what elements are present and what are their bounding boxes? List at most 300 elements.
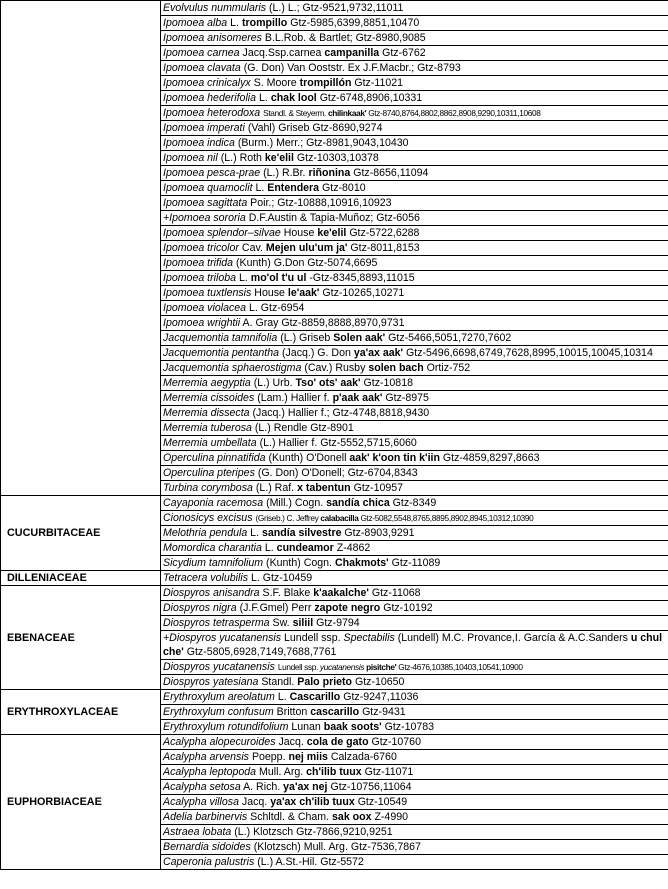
common-name: Entendera <box>267 182 320 194</box>
common-name: ch'ilib tuux <box>306 766 362 778</box>
species-entry-cell <box>161 256 668 271</box>
species-name: Diospyros tetrasperma <box>163 617 270 629</box>
common-name: sandía silvestre <box>261 527 342 539</box>
table-row <box>1 571 668 586</box>
species-name: Ipomoea trifida <box>163 257 234 269</box>
species-name: Jacquemontia tamnifolia <box>163 332 278 344</box>
authority: Lundell ssp. <box>284 632 341 644</box>
collection-code: Gtz-5985,6399,8851,10470 <box>290 17 420 29</box>
authority: (J.F.Gmel) Perr <box>239 602 312 614</box>
species-name: Evolvulus nummularis <box>163 2 267 14</box>
species-name: Ipomoea tuxtlensis <box>163 287 252 299</box>
collection-code: Gtz-10549 <box>357 796 408 808</box>
collection-code: Gtz-6748,8906,10331 <box>319 92 423 104</box>
collection-code: Gtz-6762 <box>382 47 426 59</box>
authority: Jacq. <box>241 796 268 808</box>
species-name: Erythroxylum areolatum <box>163 691 275 703</box>
species-entry-cell <box>161 511 668 526</box>
authority: (L.) Urb. <box>253 377 293 389</box>
species-name: Acalypha alopecuroides <box>163 736 276 748</box>
species-name: Diospyros yatesiana <box>163 676 259 688</box>
species-name: Diospyros nigra <box>163 602 237 614</box>
species-details <box>278 691 419 703</box>
common-name: aak' k'oon tin k'iin <box>349 452 440 464</box>
species-name: Ipomoea violacea <box>163 302 247 314</box>
species-details <box>249 212 420 224</box>
common-name: calabacilla <box>320 513 359 523</box>
species-details <box>265 32 426 44</box>
species-entry-cell <box>161 601 668 616</box>
authority: (G. Don) Van Ooststr. Ex J.F.Macbr.; Gtz-8793 <box>243 62 461 74</box>
species-name: Ipomoea crinicalyx <box>163 77 251 89</box>
common-name: cundeamor <box>276 542 334 554</box>
species-details <box>260 437 417 449</box>
common-name: zapote negro <box>314 602 381 614</box>
common-name: Palo prieto <box>297 676 353 688</box>
species-name: Merremia cissoides <box>163 392 255 404</box>
species-name: Turbina corymbosa <box>163 482 253 494</box>
species-details <box>265 542 370 554</box>
collection-code: Gtz-8975 <box>385 392 429 404</box>
species-name: Cayaponia racemosa <box>163 497 264 509</box>
species-entry-cell <box>161 406 668 421</box>
authority: House <box>254 287 285 299</box>
species-entry-cell <box>161 571 668 586</box>
species-name: +Diospyros yucatanensis <box>163 632 282 644</box>
species-entry-cell <box>161 301 668 316</box>
species-name: Erythroxylum confusum <box>163 706 274 718</box>
species-name: Caperonia palustris <box>163 856 255 868</box>
species-entry-cell <box>161 556 668 571</box>
species-details <box>284 227 420 239</box>
common-name: sandía chica <box>326 497 390 509</box>
species-entry-cell <box>161 31 668 46</box>
collection-code: Z-4862 <box>336 542 371 554</box>
table-row <box>1 735 668 750</box>
collection-code: Ortiz-752 <box>426 362 471 374</box>
collection-code: Gtz-8903,9291 <box>344 527 415 539</box>
family-name-cell: EUPHORBIACEAE <box>1 735 161 870</box>
species-details <box>254 287 404 299</box>
species-details <box>239 272 415 284</box>
authority: (L.) Griseb <box>280 332 331 344</box>
species-entry-cell <box>161 136 668 151</box>
species-details <box>291 721 434 733</box>
common-name: Tso' ots' aak' <box>295 377 361 389</box>
species-entry-cell <box>161 660 668 675</box>
species-entry-cell <box>161 675 668 690</box>
species-details <box>251 572 312 584</box>
species-details <box>304 362 470 374</box>
authority: Poir.; Gtz-10888,10916,10923 <box>250 197 392 209</box>
collection-code: Gtz-8740,8764,8802,8862,8908,9290,10311,10608 <box>368 108 541 118</box>
species-details <box>244 62 461 74</box>
species-details <box>236 257 377 269</box>
authority: (G. Don) O'Donell; Gtz-6704,8343 <box>257 467 418 479</box>
species-name: Bernardia sidoides <box>163 841 251 853</box>
common-name: ya'ax ch'ilib tuux <box>270 796 355 808</box>
authority: L. <box>264 542 274 554</box>
species-details <box>254 77 403 89</box>
common-name: x tabentun <box>297 482 351 494</box>
common-name: chilinkaak' <box>327 108 367 118</box>
collection-code: Gtz-11068 <box>371 587 421 599</box>
species-entry-cell <box>161 271 668 286</box>
species-entry-cell <box>161 780 668 795</box>
species-details <box>261 676 404 688</box>
common-name: trompillón <box>299 77 352 89</box>
authority: House <box>283 227 315 239</box>
authority: S. Moore <box>253 77 297 89</box>
collection-code: Gtz-5805,6928,7149,7688,7761 <box>186 646 337 658</box>
species-entry-cell <box>161 466 668 481</box>
species-name: Ipomoea clavata <box>163 62 241 74</box>
species-name: Acalypha villosa <box>163 796 239 808</box>
species-details <box>254 841 421 853</box>
authority: L. <box>230 17 239 29</box>
species-name: Merremia umbellata <box>163 437 257 449</box>
species-entry-cell <box>161 481 668 496</box>
species-entry-cell <box>161 76 668 91</box>
species-details <box>248 122 383 134</box>
collection-code: Gtz-8011,8153 <box>350 242 420 254</box>
species-name: Cionosicys excisus <box>163 512 253 524</box>
authority: Jacq.Ssp.carnea <box>242 47 322 59</box>
common-name: ke'elil <box>317 227 347 239</box>
authority: (L.) Hallier f. Gtz-5552,5715,6060 <box>259 437 417 449</box>
species-name: Ipomoea splendor–silvae <box>163 227 281 239</box>
common-name: u chul che' <box>163 632 663 658</box>
species-details <box>258 467 418 479</box>
common-name: cola de gato <box>306 736 369 748</box>
authority: (Kunth) Cogn. <box>266 557 332 569</box>
species-details <box>240 602 433 614</box>
collection-code: Gtz-4676,10385,10403,10541,10900 <box>398 662 523 672</box>
species-details <box>277 706 406 718</box>
species-name: Diospyros anisandra <box>163 587 260 599</box>
collection-code: Gtz-8349 <box>392 497 437 509</box>
species-name: Ipomoea imperati <box>163 122 245 134</box>
species-details <box>253 407 430 419</box>
collection-code: Z-4990 <box>374 811 409 823</box>
species-name: Ipomoea nil <box>163 152 218 164</box>
species-details <box>257 856 364 868</box>
species-details <box>256 482 403 494</box>
authority: A. Gray Gtz-8859,8888,8970,9731 <box>242 317 405 329</box>
species-details <box>230 17 419 29</box>
collection-code: Gtz-9247,11036 <box>343 691 419 703</box>
authority: (Kunth) O'Donell <box>268 452 347 464</box>
authority: Britton <box>276 706 308 718</box>
species-details <box>243 317 405 329</box>
species-details <box>255 182 365 194</box>
authority: (Jacq.) G. Don <box>281 347 351 359</box>
species-entry-cell <box>161 316 668 331</box>
authority: B.L.Rob. & Bartlet; Gtz-8980,9085 <box>264 32 426 44</box>
common-name: p'aak aak' <box>332 392 383 404</box>
common-name: riñonina <box>308 167 351 179</box>
authority: (Burm.) Merr.; Gtz-8981,9043,10430 <box>237 137 409 149</box>
common-name: ke'elil <box>264 152 294 164</box>
authority: Schltdl. & Cham. <box>250 811 330 823</box>
species-entry-cell <box>161 705 668 720</box>
common-name: Mejen ulu'um ja' <box>265 242 348 254</box>
species-entry-cell <box>161 286 668 301</box>
species-entry-cell <box>161 196 668 211</box>
species-name: Ipomoea carnea <box>163 47 240 59</box>
species-entry-cell <box>161 840 668 855</box>
authority: (L.) A.St.-Hil. Gtz-5572 <box>257 856 364 868</box>
collection-code: Gtz-11071 <box>364 766 414 778</box>
collection-code: Gtz-10957 <box>353 482 404 494</box>
species-details <box>259 766 413 778</box>
species-name: Diospyros yucatanensis <box>163 661 275 673</box>
species-details <box>234 826 392 838</box>
authority: Cav. <box>241 242 263 254</box>
species-entry-cell <box>161 421 668 436</box>
species-entry-cell <box>161 586 668 601</box>
species-name: +Ipomoea sororia <box>163 212 246 224</box>
species-name: Ipomoea alba <box>163 17 228 29</box>
species-name: Merremia tuberosa <box>163 422 252 434</box>
species-entry-cell <box>161 451 668 466</box>
species-details <box>238 137 409 149</box>
authority: S.F. Blake <box>262 587 311 599</box>
collection-code: Gtz-5722,6288 <box>349 227 420 239</box>
species-details <box>266 557 440 569</box>
table-row <box>1 496 668 511</box>
species-name: Astraea lobata <box>163 826 232 838</box>
common-name: Solen aak' <box>333 332 386 344</box>
table-row <box>1 1 668 16</box>
family-name-cell: EBENACEAE <box>1 586 161 690</box>
species-details <box>243 781 411 793</box>
authority: (L.) L.; Gtz-9521,9732,11011 <box>268 2 404 14</box>
species-details <box>280 332 511 344</box>
species-name: Acalypha setosa <box>163 781 241 793</box>
table-row <box>1 690 668 705</box>
common-name: chak lool <box>270 92 317 104</box>
authority: L. <box>250 527 260 539</box>
species-details <box>243 47 426 59</box>
collection-code: Gtz-5496,6698,6749,7628,8995,10015,10045,10314 <box>406 347 653 359</box>
species-entry-cell <box>161 690 668 705</box>
species-name: Ipomoea sagittata <box>163 197 248 209</box>
species-details <box>257 392 429 404</box>
species-entry-cell <box>161 735 668 750</box>
species-details <box>263 587 421 599</box>
family-name-cell: ERYTHROXYLACEAE <box>1 690 161 735</box>
species-name: Jacquemontia sphaerostigma <box>163 362 302 374</box>
collection-code: Gtz-11021 <box>354 77 404 89</box>
species-entry-cell <box>161 16 668 31</box>
species-details <box>242 796 407 808</box>
species-entry-cell <box>161 765 668 780</box>
subspecies-name: yucatanensis <box>319 662 365 672</box>
authority: (L.) Rendle Gtz-8901 <box>254 422 354 434</box>
collection-code: Gtz-5466,5051,7270,7602 <box>388 332 512 344</box>
species-entry-cell <box>161 616 668 631</box>
authority: (L.) R.Br. <box>263 167 306 179</box>
species-name: Ipomoea anisomeres <box>163 32 262 44</box>
authority: (Mill.) Cogn. <box>266 497 324 509</box>
species-name: Jacquemontia pentantha <box>163 347 280 359</box>
species-details <box>263 167 428 179</box>
collection-code: Gtz-8656,11094 <box>353 167 429 179</box>
authority: L. <box>238 272 248 284</box>
species-entry-cell <box>161 151 668 166</box>
authority: D.F.Austin & Tapia-Muñoz; Gtz-6056 <box>248 212 420 224</box>
collection-code: Gtz-10192 <box>383 602 433 614</box>
species-name: Ipomoea triloba <box>163 272 237 284</box>
species-details <box>266 497 436 509</box>
common-name: le'aak' <box>287 287 320 299</box>
authority: L. <box>259 92 268 104</box>
species-name: Ipomoea hederifolia <box>163 92 257 104</box>
species-entry-cell <box>161 436 668 451</box>
authority: Mull. Arg. <box>259 766 304 778</box>
species-entry-cell <box>161 855 668 870</box>
species-entry-cell <box>161 166 668 181</box>
authority: Jacq. <box>278 736 304 748</box>
species-details <box>250 197 391 209</box>
species-entry-cell <box>161 376 668 391</box>
species-entry-cell <box>161 361 668 376</box>
species-name: Sicydium tamnifolium <box>163 557 264 569</box>
authority: L. Gtz-6954 <box>249 302 305 314</box>
authority: (Griseb.) C. Jeffrey <box>255 513 319 523</box>
species-name: Ipomoea pesca-prae <box>163 167 261 179</box>
authority: (Lam.) Hallier f. <box>257 392 330 404</box>
species-details <box>221 152 379 164</box>
authority: A. Rich. <box>243 781 281 793</box>
authority: (Vahl) Griseb Gtz-8690,9274 <box>247 122 383 134</box>
authority: (L.) Raf. <box>255 482 295 494</box>
common-name: Chakmots' <box>334 557 389 569</box>
species-entry-cell <box>161 720 668 735</box>
collection-code: Gtz-9431 <box>362 706 406 718</box>
species-name: Ipomoea quamoclit <box>163 182 253 194</box>
subspecies-authority: (Lundell) M.C. Provance,I. García & A.C.Sanders <box>397 632 628 644</box>
species-entry-cell <box>161 106 668 121</box>
species-name: Tetracera volubilis <box>163 572 248 584</box>
species-entry-cell <box>161 1 668 16</box>
authority: Lunan <box>291 721 321 733</box>
common-name: ya'ax aak' <box>353 347 404 359</box>
common-name: baak soots' <box>323 721 382 733</box>
common-name: sak oox <box>332 811 372 823</box>
collection-code: Gtz-5082,5548,8765,8895,8902,8945,10312,10390 <box>360 513 534 523</box>
species-details <box>273 617 360 629</box>
collection-code: Gtz-8010 <box>322 182 366 194</box>
species-details <box>252 751 397 763</box>
species-details <box>278 736 421 748</box>
collection-code: Gtz-9794 <box>316 617 360 629</box>
species-name: Acalypha arvensis <box>163 751 249 763</box>
species-name: Ipomoea indica <box>163 137 235 149</box>
species-entry-cell <box>161 91 668 106</box>
species-name: Operculina pinnatifida <box>163 452 266 464</box>
species-entry-cell <box>161 795 668 810</box>
species-details <box>250 527 414 539</box>
species-entry-cell <box>161 496 668 511</box>
common-name: nej miis <box>288 751 328 763</box>
common-name: campanilla <box>324 47 380 59</box>
species-name: Momordica charantia <box>163 542 262 554</box>
species-entry-cell <box>161 331 668 346</box>
collection-code: Gtz-4859,8297,8663 <box>442 452 540 464</box>
species-entry-cell <box>161 825 668 840</box>
species-name: Merremia dissecta <box>163 407 250 419</box>
family-name-cell <box>1 1 161 496</box>
common-name: mo'ol t'u ul <box>250 272 307 284</box>
species-name: Erythroxylum rotundifolium <box>163 721 289 733</box>
collection-code: -Gtz-8345,8893,11015 <box>309 272 415 284</box>
collection-code: Gtz-10756,11064 <box>330 781 412 793</box>
species-entry-cell <box>161 526 668 541</box>
species-name: Merremia aegyptia <box>163 377 251 389</box>
common-name: ya'ax nej <box>283 781 328 793</box>
species-name: Acalypha leptopoda <box>163 766 257 778</box>
species-details <box>278 662 523 672</box>
subspecies-name: Spectabilis <box>343 632 395 644</box>
collection-code: Gtz-10265,10271 <box>322 287 405 299</box>
species-entry-cell <box>161 241 668 256</box>
common-name: cascarillo <box>310 706 360 718</box>
species-entry-cell <box>161 121 668 136</box>
species-details <box>255 422 354 434</box>
collection-code: Gtz-10818 <box>363 377 413 389</box>
authority: (Jacq.) Hallier f.; Gtz-4748,8818,9430 <box>252 407 430 419</box>
species-entry-cell <box>161 631 668 660</box>
species-details <box>263 108 540 118</box>
species-entry-cell <box>161 61 668 76</box>
authority: Sw. <box>272 617 290 629</box>
authority: Poepp. <box>251 751 286 763</box>
species-details <box>268 452 539 464</box>
collection-code: Gtz-11089 <box>391 557 441 569</box>
family-name-cell: CUCURBITACEAE <box>1 496 161 571</box>
authority: (Cav.) Rusby <box>304 362 366 374</box>
species-entry-cell <box>161 46 668 61</box>
authority: Lundell ssp. <box>277 662 318 672</box>
species-entry-cell <box>161 391 668 406</box>
authority: (L.) Roth <box>220 152 262 164</box>
species-entry-cell <box>161 181 668 196</box>
species-details <box>242 242 420 254</box>
species-details <box>259 92 422 104</box>
authority: (L.) Klotzsch Gtz-7866,9210,9251 <box>234 826 393 838</box>
authority: (Kunth) G.Don Gtz-5074,6695 <box>236 257 378 269</box>
table-row <box>1 586 668 601</box>
species-entry-cell <box>161 346 668 361</box>
species-details <box>249 302 304 314</box>
authority: Standl. & Steyerm. <box>263 108 327 118</box>
species-entry-cell <box>161 750 668 765</box>
common-name: Cascarillo <box>289 691 341 703</box>
collection-code: Calzada-6760 <box>330 751 397 763</box>
common-name: siliil <box>292 617 314 629</box>
authority: L. <box>277 691 287 703</box>
species-details <box>282 347 653 359</box>
species-entry-cell <box>161 211 668 226</box>
authority: (Klotzsch) Mull. Arg. Gtz-7536,7867 <box>253 841 421 853</box>
collection-code: Gtz-10760 <box>371 736 421 748</box>
species-entry-cell <box>161 810 668 825</box>
common-name: pisitche' <box>366 662 397 672</box>
species-name: Ipomoea tricolor <box>163 242 239 254</box>
collection-code: Gtz-10650 <box>354 676 405 688</box>
